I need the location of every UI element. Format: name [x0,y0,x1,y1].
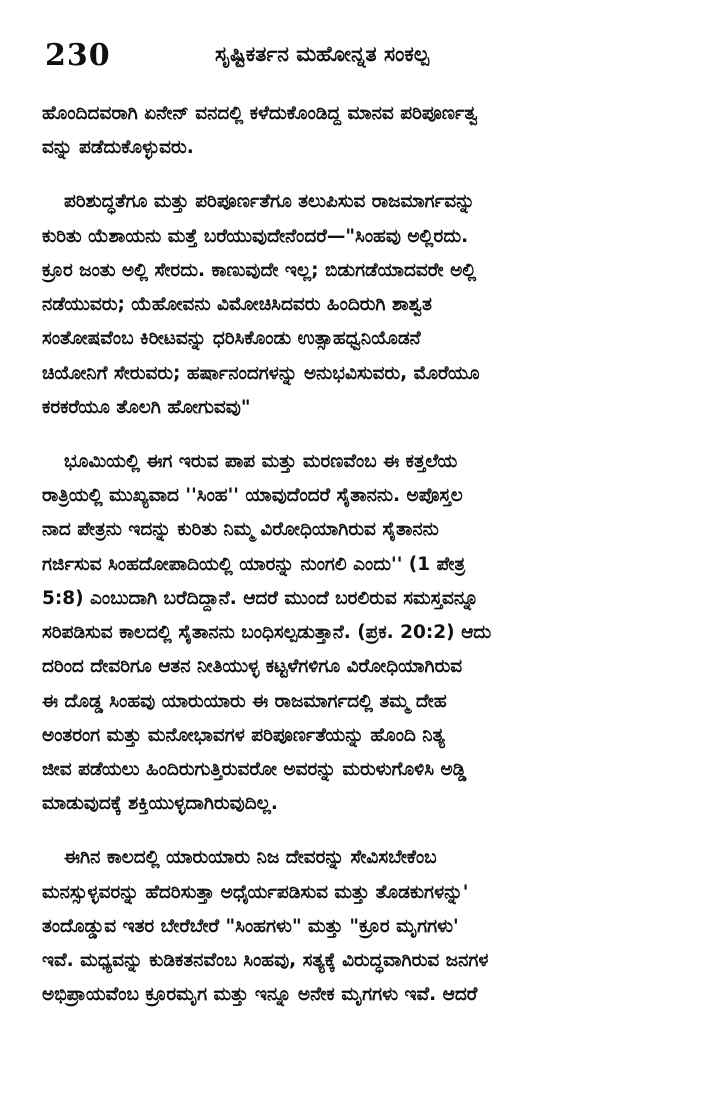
paragraph-continuation: ಹೊಂದಿದವರಾಗಿ ಏನೇನ್ ವನದಲ್ಲಿ ಕಳೆದುಕೊಂಡಿದ್ದ ಮಾನವ ಪರಿಪೂರ್ಣತ್ವ ವನ್ನು ಪಡೆದುಕೊಳ್ಳುವರು. [42,103,478,159]
running-title: ಸೃಷ್ಟಿಕರ್ತನ ಮಹೋನ್ನತ ಸಂಕಲ್ಪ [215,42,430,66]
paragraph-isaiah-quote: ಪರಿಶುದ್ಧತೆಗೂ ಮತ್ತು ಪರಿಪೂರ್ಣತೆಗೂ ತಲುಪಿಸುವ ರಾಜಮಾರ್ಗವನ್ನು ಕುರಿತು ಯೆಶಾಯನು ಮತ್ತೆ ಬರೆಯುವುದೇನೆಂದರೆ—"ಸಿಂಹವು ಅಲ್ಲಿರದು. ಕ್ರೂರ ಜಂತು ಅಲ್ಲಿ ಸೇರದು. ಕಾಣುವುದೇ ಇಲ್ಲ; ಬಿಡುಗಡೆಯಾದವರೇ ಅಲ್ಲಿ ನಡೆಯುವರು; ಯೆಹೋವನು ವಿಮೋಚಿಸಿದವರು ಹಿಂದಿರುಗಿ ಶಾಶ್ವತ ಸಂತೋಷವೆಂಬ ಕಿರೀಟವನ್ನು ಧರಿಸಿಕೊಂಡು ಉತ್ಸಾಹಧ್ವನಿಯೊಡನೆ ಚಿಯೋನಿಗೆ ಸೇರುವರು; ಹರ್ಷಾನಂದಗಳನ್ನು ಅನುಭವಿಸುವರು, ಮೊರೆಯೂ ಕರಕರೆಯೂ ತೊಲಗಿ ಹೋಗುವವು" [42,191,480,418]
page-header [45,38,668,78]
page-number: 230 [45,38,111,73]
body-text [42,97,674,1012]
paragraph-satan-lion: ಭೂಮಿಯಲ್ಲಿ ಈಗ ಇರುವ ಪಾಪ ಮತ್ತು ಮರಣವೆಂಬ ಈ ಕತ್ತಲೆಯ ರಾತ್ರಿಯಲ್ಲಿ ಮುಖ್ಯವಾದ ''ಸಿಂಹ'' ಯಾವುದೆಂದರೆ ಸೈತಾನನು. ಅಪೊಸ್ತಲ ನಾದ ಪೇತ್ರನು ಇದನ್ನು ಕುರಿತು ನಿಮ್ಮ ವಿರೋಧಿಯಾಗಿರುವ ಸೈತಾನನು ಗರ್ಜಿಸುವ ಸಿಂಹದೋಪಾದಿಯಲ್ಲಿ ಯಾರನ್ನು ನುಂಗಲಿ ಎಂದು'' (1 ಪೇತ್ರ 5:8) ಎಂಬುದಾಗಿ ಬರೆದಿದ್ದಾನೆ. ಆದರೆ ಮುಂದೆ ಬರಲಿರುವ ಸಮಸ್ತವನ್ನೂ ಸರಿಪಡಿಸುವ ಕಾಲದಲ್ಲಿ ಸೈತಾನನು ಬಂಧಿಸಲ್ಪಡುತ್ತಾನೆ. (ಪ್ರಕ. 20:2) ಆದು ದರಿಂದ ದೇವರಿಗೂ ಆತನ ನೀತಿಯುಳ್ಳ ಕಟ್ಟಳೆಗಳಿಗೂ ವಿರೋಧಿಯಾಗಿರುವ ಈ ದೊಡ್ಡ ಸಿಂಹವು ಯಾರುಯಾರು ಈ ರಾಜಮಾರ್ಗದಲ್ಲಿ ತಮ್ಮ ದೇಹ ಅಂತರಂಗ ಮತ್ತು ಮನೋಭಾವಗಳ ಪರಿಪೂರ್ಣತೆಯನ್ನು ಹೊಂದಿ ನಿತ್ಯ ಜೀವ ಪಡೆಯಲು ಹಿಂದಿರುಗುತ್ತಿರುವರೋ ಅವರನ್ನು ಮರುಳುಗೊಳಿಸಿ ಅಡ್ಡಿ ಮಾಡುವುದಕ್ಕೆ ಶಕ್ತಿಯುಳ್ಳದಾಗಿರುವುದಿಲ್ಲ. [42,450,492,815]
paragraph-other-lions: ಈಗಿನ ಕಾಲದಲ್ಲಿ ಯಾರುಯಾರು ನಿಜ ದೇವರನ್ನು ಸೇವಿಸಬೇಕೆಂಬ ಮನಸ್ಸುಳ್ಳವರನ್ನು ಹೆದರಿಸುತ್ತಾ ಅಧೈರ್ಯಪಡಿಸುವ ಮತ್ತು ತೊಡಕುಗಳನ್ನು' ತಂದೊಡ್ಡುವ ಇತರ ಬೇರೆಬೇರೆ "ಸಿಂಹಗಳು" ಮತ್ತು "ಕ್ರೂರ ಮೃಗಗಳು' ಇವೆ. ಮಧ್ಯವನ್ನು ಕುಡಿಕತನವೆಂಬ ಸಿಂಹವು, ಸತ್ಯಕ್ಕೆ ವಿರುದ್ಧವಾಗಿರುವ ಜನಗಳ ಅಭಿಪ್ರಾಯವೆಂಬ ಕ್ರೂರಮೃಗ ಮತ್ತು ಇನ್ನೂ ಅನೇಕ ಮೃಗಗಳು ಇವೆ. ಆದರೆ [42,847,489,1006]
